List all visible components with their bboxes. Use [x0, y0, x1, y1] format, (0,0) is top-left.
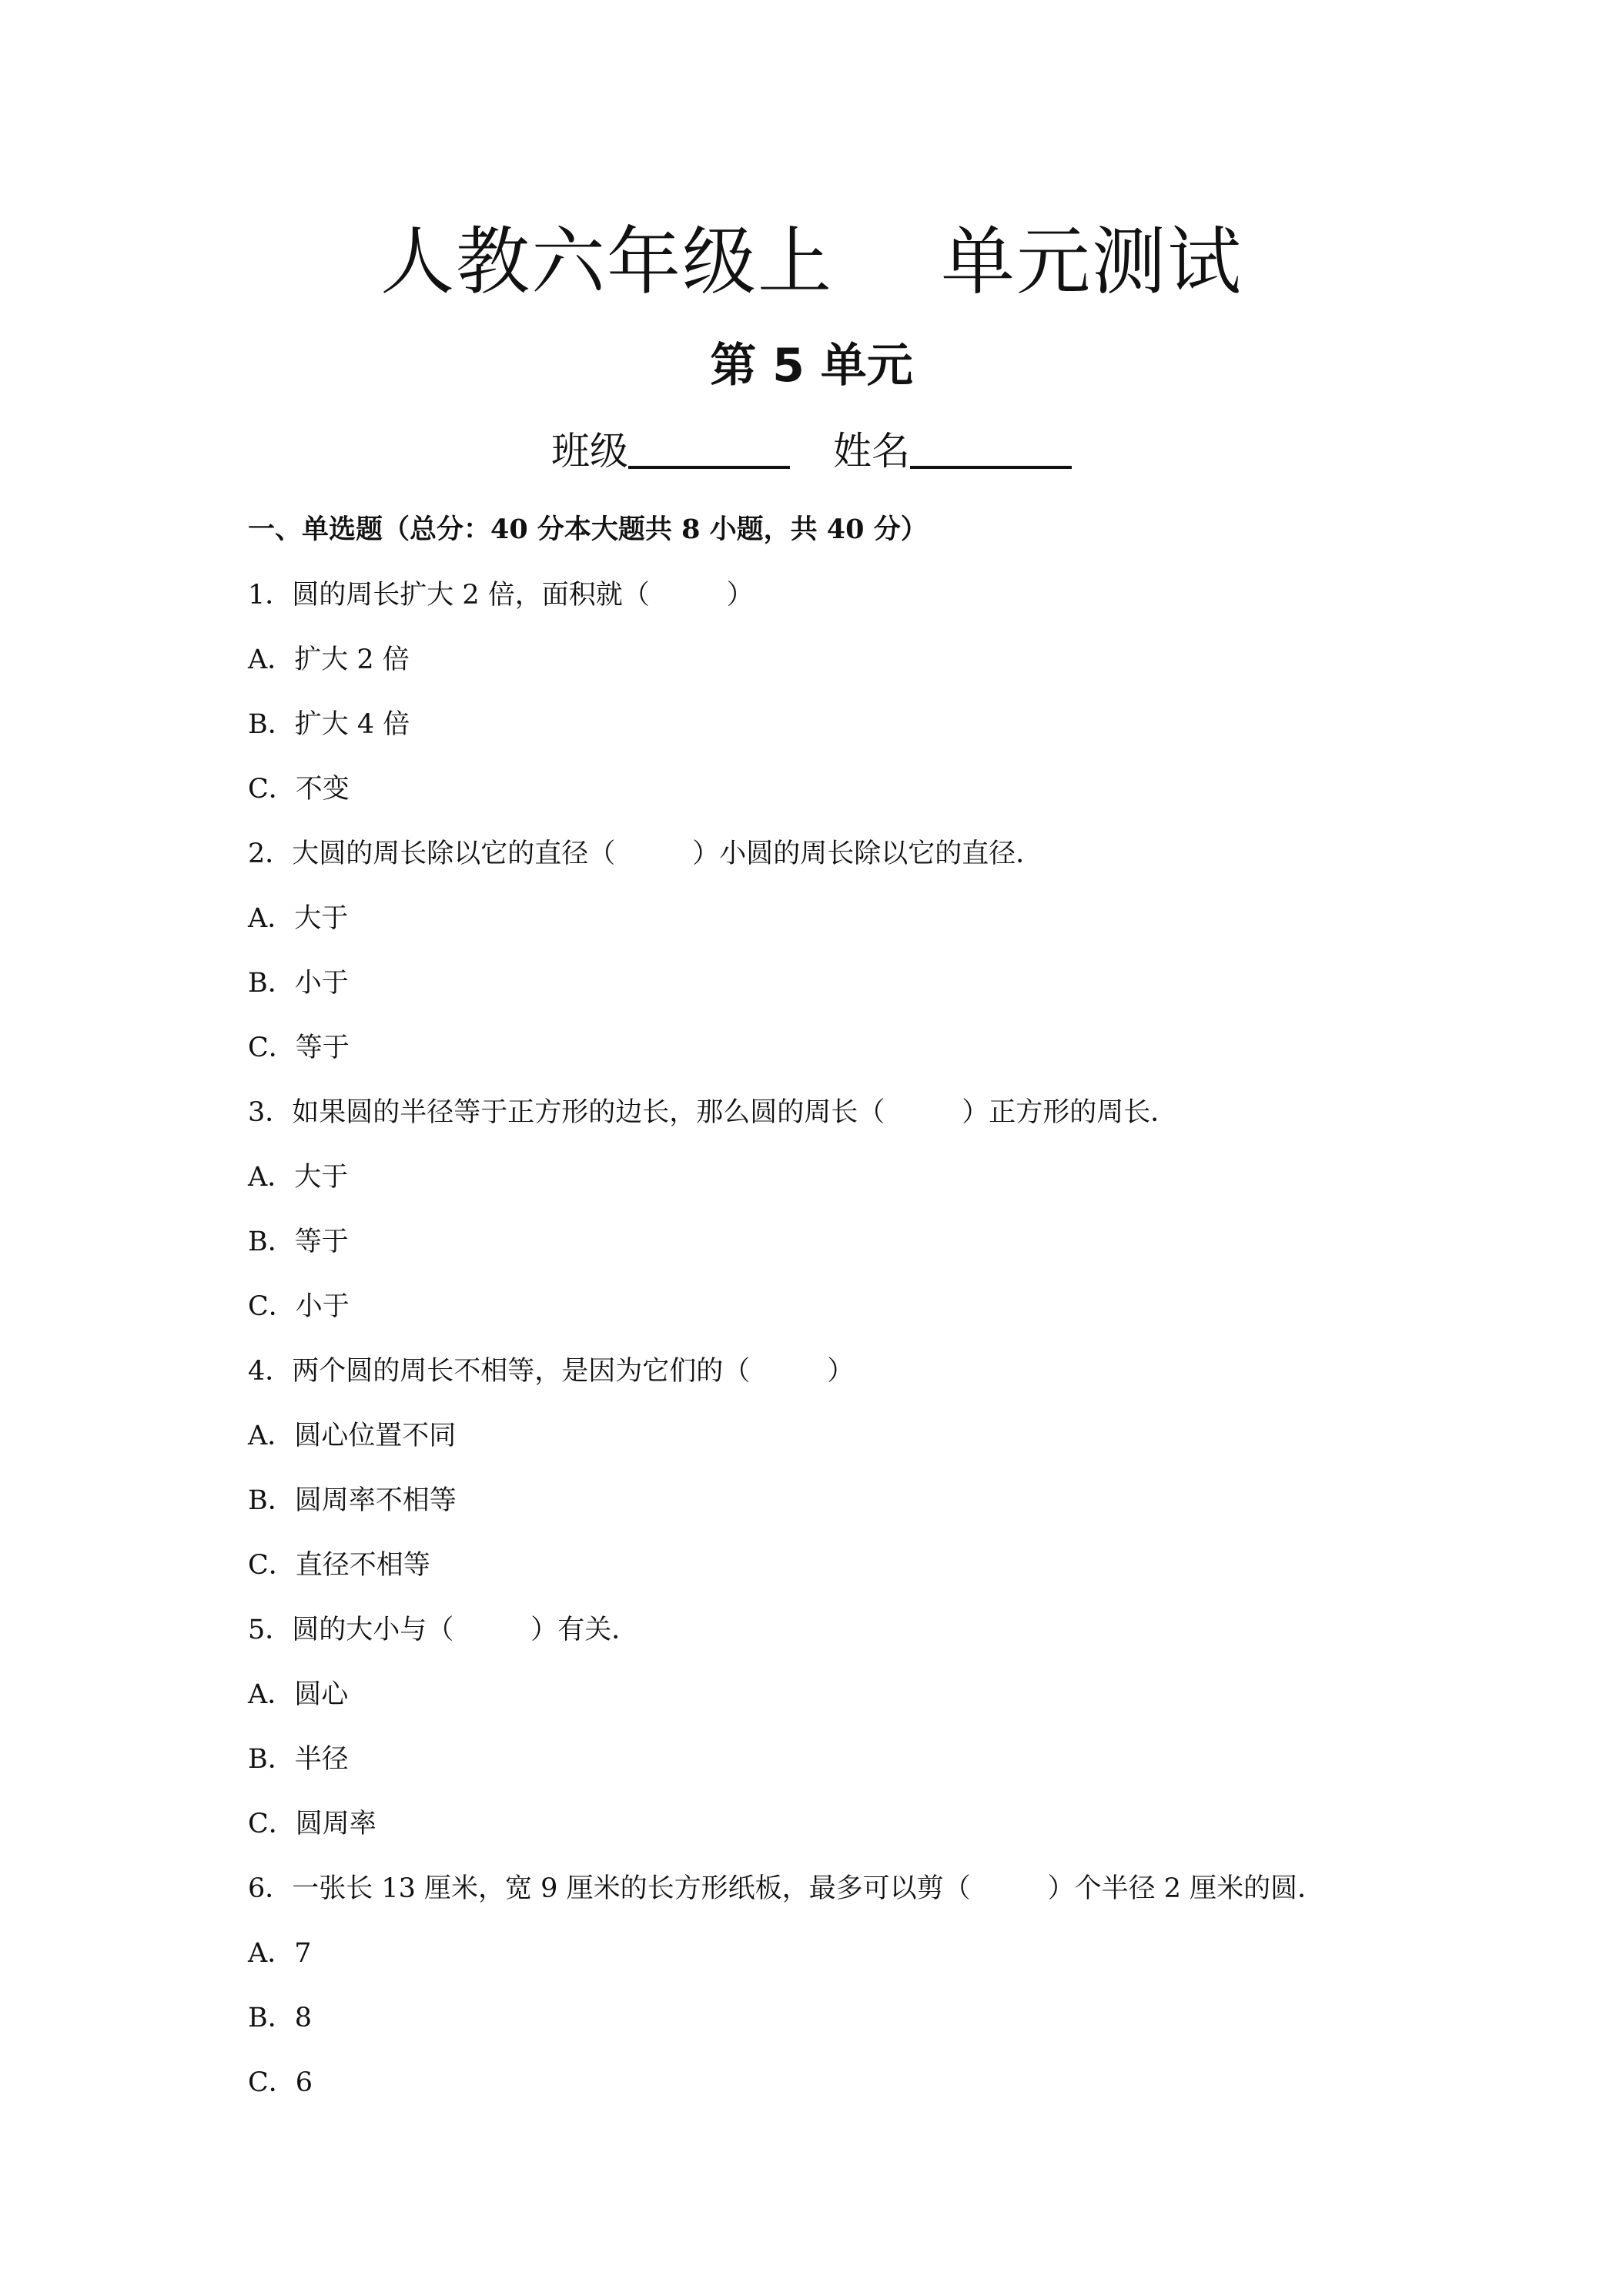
student-info-line: [0, 420, 1623, 482]
question-6-option-b: B．8: [248, 2003, 312, 2033]
question-3-option-c: C．小于: [248, 1291, 350, 1322]
unit-subtitle: 第 5 单元: [710, 339, 913, 393]
question-4-option-a: A．圆心位置不同: [248, 1421, 457, 1451]
question-4-option-c: C．直径不相等: [248, 1550, 430, 1581]
title-left: 人教六年级上: [380, 219, 833, 305]
question-4-stem: 4．两个圆的周长不相等，是因为它们的（ ）: [248, 1356, 855, 1387]
question-3-option-a: A．大于: [248, 1162, 349, 1193]
question-1-option-c: C．不变: [248, 774, 350, 805]
question-1-option-b: B．扩大 4 倍: [248, 709, 410, 740]
title-right: 单元测试: [941, 219, 1243, 305]
name-blank[interactable]: [910, 420, 1072, 469]
question-5-option-c: C．圆周率: [248, 1809, 376, 1839]
class-label: 班级: [551, 429, 628, 474]
question-2-option-a: A．大于: [248, 903, 349, 934]
question-2-option-c: C．等于: [248, 1033, 350, 1063]
class-blank[interactable]: [628, 420, 790, 469]
question-6-option-a: A．7: [248, 1938, 312, 1969]
question-6-stem: 6．一张长 13 厘米，宽 9 厘米的长方形纸板，最多可以剪（ ）个半径 2 厘米的圆．: [248, 1873, 1325, 1904]
question-2-option-b: B．小于: [248, 968, 349, 999]
question-1-option-a: A．扩大 2 倍: [248, 644, 410, 675]
question-4-option-b: B．圆周率不相等: [248, 1485, 457, 1516]
name-label: 姓名: [833, 429, 910, 474]
question-3-option-b: B．等于: [248, 1227, 349, 1257]
question-6-option-c: C．6: [248, 2067, 313, 2098]
question-2-stem: 2．大圆的周长除以它的直径（ ）小圆的周长除以它的直径．: [248, 838, 1043, 869]
question-5-stem: 5．圆的大小与（ ）有关．: [248, 1615, 639, 1645]
question-5-option-b: B．半径: [248, 1744, 349, 1775]
question-5-option-a: A．圆心: [248, 1679, 349, 1710]
section-heading: 一、单选题（总分：40 分本大题共 8 小题，共 40 分）: [248, 514, 928, 545]
question-1-stem: 1．圆的周长扩大 2 倍，面积就（ ）: [248, 580, 754, 611]
page-title: [0, 208, 1623, 316]
question-3-stem: 3．如果圆的半径等于正方形的边长，那么圆的周长（ ）正方形的周长．: [248, 1097, 1178, 1128]
